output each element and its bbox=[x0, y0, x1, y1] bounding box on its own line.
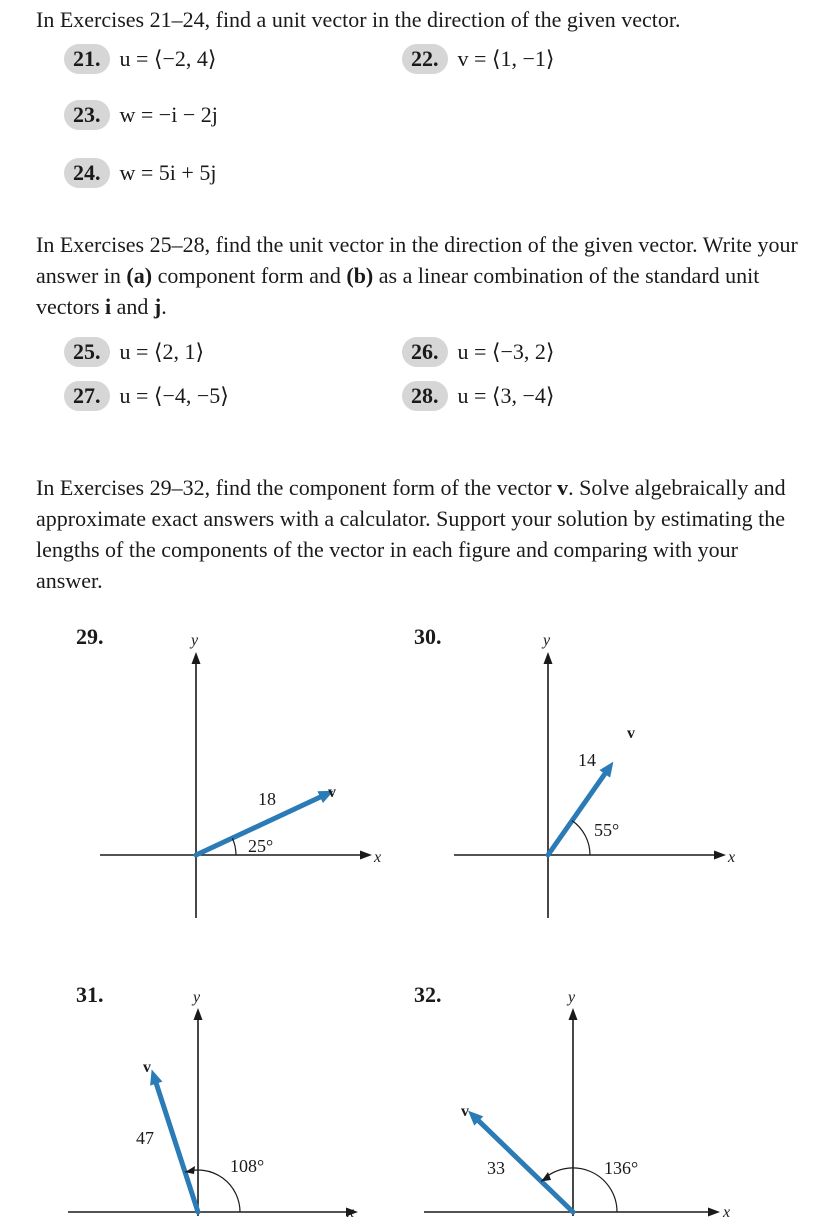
exercise-number: 28. bbox=[402, 381, 448, 411]
vector-label: v bbox=[328, 784, 336, 801]
unit-vector-i: i bbox=[105, 294, 112, 319]
vector-label: v bbox=[627, 725, 635, 742]
exercise-expression: u = ⟨3, −4⟩ bbox=[457, 383, 555, 408]
part-b-label: (b) bbox=[346, 263, 374, 288]
figure-number-32: 32. bbox=[414, 982, 442, 1007]
vector-v-label: v bbox=[557, 475, 569, 500]
exercise-expression: w = −i − 2j bbox=[119, 102, 218, 127]
unit-vector-j: j bbox=[153, 294, 162, 319]
exercise-expression: w = 5i + 5j bbox=[119, 160, 217, 185]
y-axis-label: y bbox=[191, 632, 199, 649]
angle-label: 25° bbox=[248, 836, 274, 856]
exercise-number: 22. bbox=[402, 44, 448, 74]
intro-text: In Exercises 29–32, find the component form of the vector bbox=[36, 475, 558, 500]
exercise-number: 23. bbox=[64, 100, 110, 130]
x-axis-label: x bbox=[728, 849, 736, 866]
x-axis-label: x bbox=[347, 1204, 355, 1218]
exercise-number: 21. bbox=[64, 44, 110, 74]
angle-label: 108° bbox=[230, 1156, 265, 1176]
section1-intro: In Exercises 21–24, find a unit vector in the direction of the given vector. bbox=[36, 7, 681, 32]
x-axis-label: x bbox=[374, 849, 382, 866]
exercise-number: 24. bbox=[64, 158, 110, 188]
x-axis-arrow-icon bbox=[708, 1208, 720, 1217]
intro-text: . Solve algebraically and approximate exact answers with a calculator. Support your solution by estimating the lengths of the components of the vector in each figure and comparing with your answer. bbox=[36, 475, 786, 593]
y-axis-label: y bbox=[193, 989, 201, 1006]
intro-text: as a linear combination of the standard unit vectors bbox=[36, 263, 760, 319]
exercise-expression: v = ⟨1, −1⟩ bbox=[457, 46, 555, 71]
vector-label: v bbox=[143, 1059, 151, 1076]
exercise-number: 26. bbox=[402, 337, 448, 367]
exercise-number: 27. bbox=[64, 381, 110, 411]
exercise-number: 25. bbox=[64, 337, 110, 367]
vector-label: v bbox=[461, 1103, 469, 1120]
exercise-expression: u = ⟨−2, 4⟩ bbox=[119, 46, 217, 71]
intro-text: and bbox=[111, 294, 154, 319]
y-axis-label: y bbox=[568, 989, 576, 1006]
y-axis-label: y bbox=[543, 632, 551, 649]
intro-text: . bbox=[161, 294, 167, 319]
exercise-expression: u = ⟨2, 1⟩ bbox=[119, 339, 205, 364]
magnitude-label: 18 bbox=[258, 789, 276, 809]
angle-arrow-icon bbox=[541, 1172, 551, 1181]
x-axis-label: x bbox=[723, 1204, 731, 1218]
magnitude-label: 47 bbox=[136, 1128, 154, 1148]
exercise-expression: u = ⟨−3, 2⟩ bbox=[457, 339, 555, 364]
exercise-expression: u = ⟨−4, −5⟩ bbox=[119, 383, 229, 408]
intro-text: In Exercises 25–28, find the unit vector in the direction of the given vector. Write your answer in bbox=[36, 232, 798, 288]
magnitude-label: 14 bbox=[578, 750, 596, 770]
figure-number-30: 30. bbox=[414, 624, 442, 649]
part-a-label: (a) bbox=[126, 263, 153, 288]
angle-label: 136° bbox=[604, 1158, 639, 1178]
figure-number-29: 29. bbox=[76, 624, 104, 649]
angle-label: 55° bbox=[594, 820, 620, 840]
y-axis-arrow-icon bbox=[569, 1008, 578, 1020]
intro-text: component form and bbox=[152, 263, 347, 288]
axes bbox=[424, 989, 730, 1218]
magnitude-label: 33 bbox=[487, 1158, 505, 1178]
figure-number-31: 31. bbox=[76, 982, 104, 1007]
